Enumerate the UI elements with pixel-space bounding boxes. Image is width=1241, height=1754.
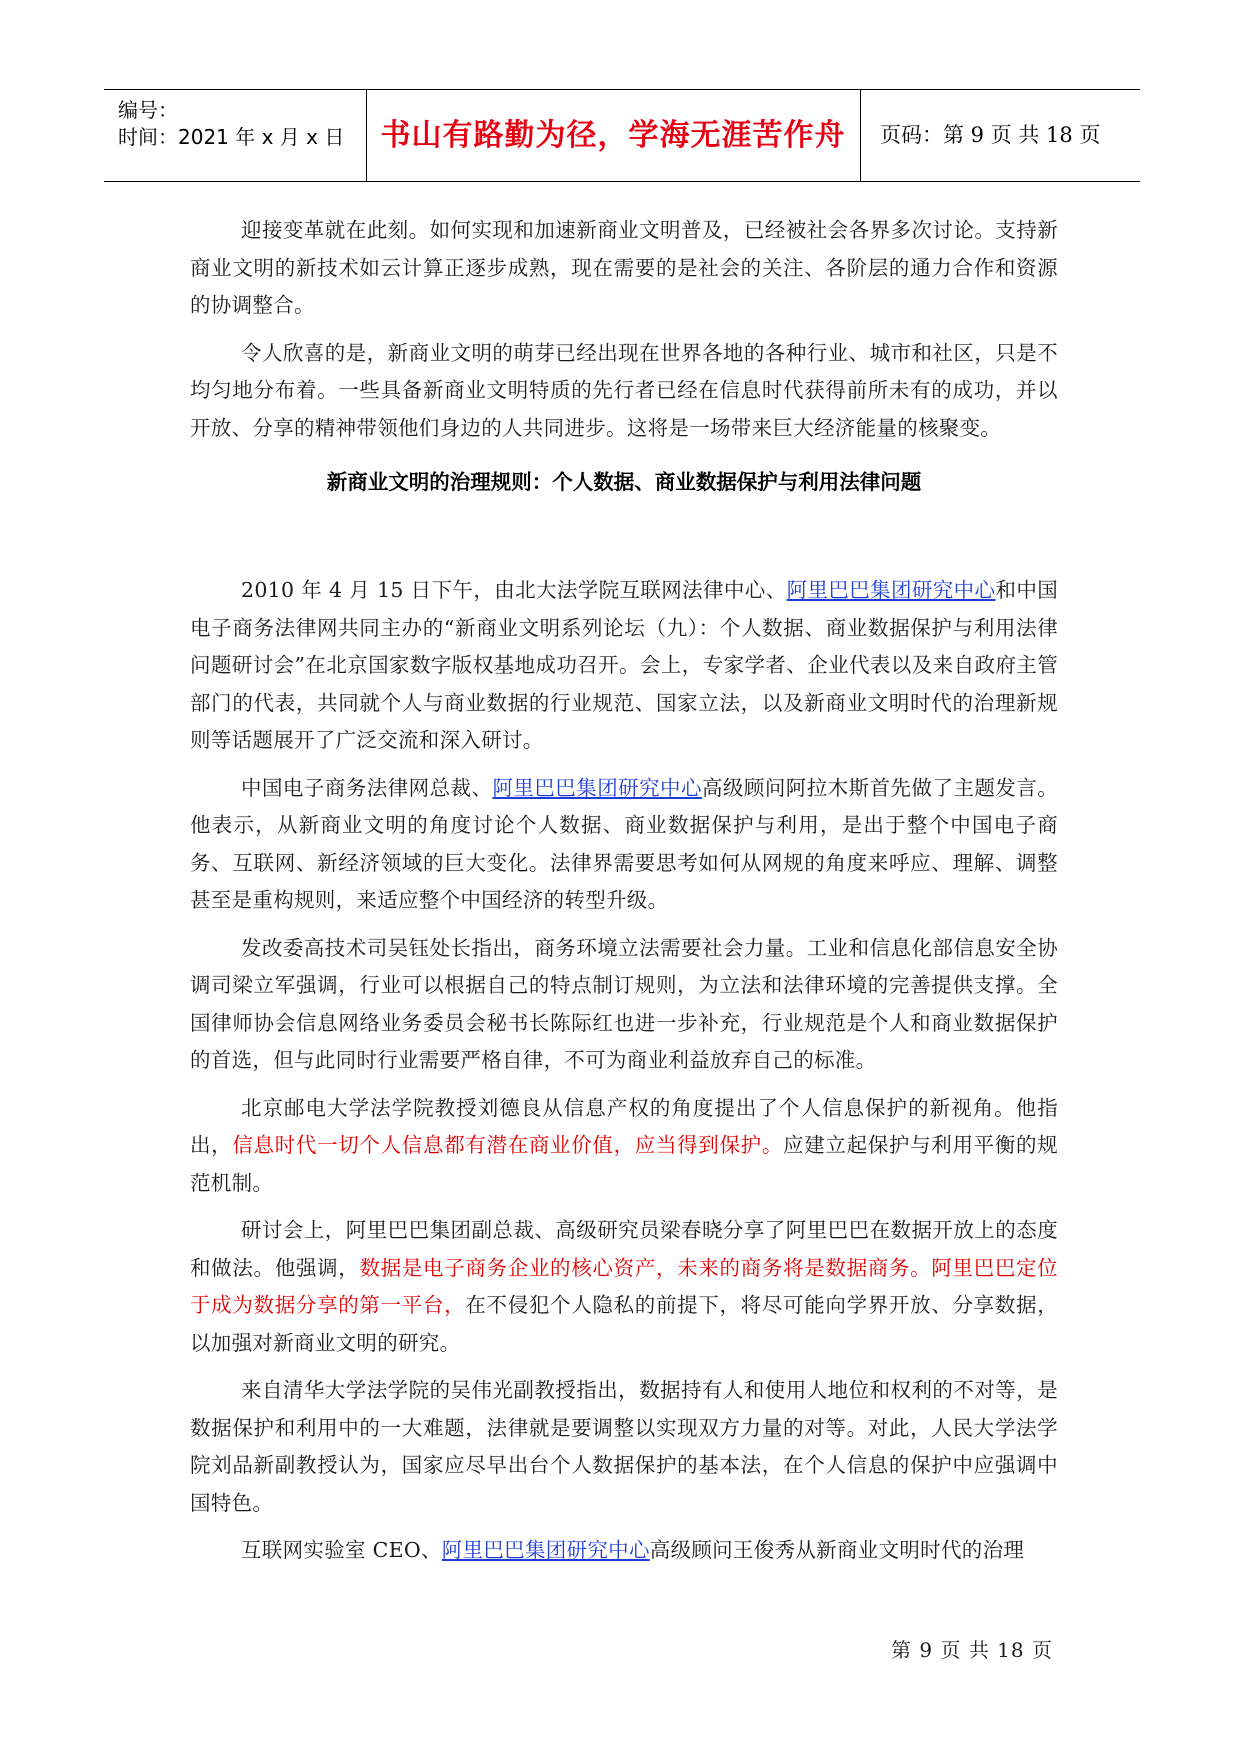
- paragraph-3: [190, 572, 1058, 760]
- paragraph-9-text-a: 互联网实验室 CEO、: [241, 1538, 442, 1562]
- paragraph-7-highlight: 数据是电子商务企业的核心资产，未来的商务将是数据商务。阿里巴巴定位于成为数据分享的第一平台，: [190, 1255, 1058, 1317]
- paragraph-6-text-b: 应建立起保护与利用平衡的规范机制。: [190, 1133, 1058, 1195]
- paragraph-7-text-b: 在不侵犯个人隐私的前提下，将尽可能向学界开放、分享数据，以加强对新商业文明的研究。: [190, 1293, 1058, 1355]
- header-divider-right: [860, 90, 861, 181]
- paragraph-9-text-b: 高级顾问王俊秀从新商业文明时代的治理: [649, 1538, 1025, 1562]
- paragraph-9: [190, 1532, 1058, 1570]
- paragraph-4: [190, 770, 1058, 920]
- paragraph-4-text-a: 中国电子商务法律网总裁、: [241, 775, 493, 800]
- paragraph-7: [190, 1212, 1058, 1362]
- paragraph-1: 迎接变革就在此刻。如何实现和加速新商业文明普及，已经被社会各界多次讨论。支持新商业文明的新技术如云计算正逐步成熟，现在需要的是社会的关注、各阶层的通力合作和资源的协调整合。: [190, 218, 1058, 317]
- paragraph-6-text-a: 北京邮电大学法学院教授刘德良从信息产权的角度提出了个人信息保护的新视角。他指出，: [190, 1095, 1058, 1157]
- paragraph-6: [190, 1090, 1058, 1203]
- alibaba-research-link[interactable]: 阿里巴巴集团研究中心: [786, 578, 996, 602]
- alibaba-research-link[interactable]: 阿里巴巴集团研究中心: [441, 1538, 650, 1562]
- page-header: [104, 89, 1140, 182]
- paragraph-6-highlight: 信息时代一切个人信息都有潜在商业价值，应当得到保护。: [232, 1133, 784, 1157]
- document-body: [190, 212, 1058, 1570]
- header-number-label: 编号：: [118, 98, 178, 122]
- paragraph-3-text-b: 和中国电子商务法律网共同主办的“新商业文明系列论坛（九）：个人数据、商业数据保护与利用法律问题研讨会”在北京国家数字版权基地成功召开。会上，专家学者、企业代表以及来自政府主管部门的代表，共同就个人与商业数据的行业规范、国家立法，以及新商业文明时代的治理新规则等话题展开了广泛交流和深入研讨。: [190, 578, 1059, 752]
- paragraph-2: 令人欣喜的是，新商业文明的萌芽已经出现在世界各地的各种行业、城市和社区，只是不均匀地分布着。一些具备新商业文明特质的先行者已经在信息时代获得前所未有的成功，并以开放、分享的精神带领他们身边的人共同进步。这将是一场带来巨大经济能量的核聚变。: [190, 340, 1058, 440]
- section-heading: 新商业文明的治理规则：个人数据、商业数据保护与利用法律问题: [326, 470, 922, 494]
- paragraph-3-text-a: 2010 年 4 月 15 日下午，由北大法学院互联网法律中心、: [241, 578, 787, 602]
- paragraph-4-text-b: 高级顾问阿拉木斯首先做了主题发言。他表示，从新商业文明的角度讨论个人数据、商业数据保护与利用，是出于整个中国电子商务、互联网、新经济领域的巨大变化。法律界需要思考如何从网规的角度来呼应、理解、调整甚至是重构规则，来适应整个中国经济的转型升级。: [190, 775, 1059, 912]
- alibaba-research-link[interactable]: 阿里巴巴集团研究中心: [492, 775, 702, 800]
- paragraph-5: 发改委高技术司吴钰处长指出，商务环境立法需要社会力量。工业和信息化部信息安全协调司梁立军强调，行业可以根据自己的特点制订规则，为立法和法律环境的完善提供支撑。全国律师协会信息网络业务委员会秘书长陈际红也进一步补充，行业规范是个人和商业数据保护的首选，但与此同时行业需要严格自律，不可为商业利益放弃自己的标准。: [190, 935, 1058, 1072]
- page-footer: 第 9 页 共 18 页: [891, 1638, 1053, 1662]
- paragraph-7-text-a: 研讨会上，阿里巴巴集团副总裁、高级研究员梁春晓分享了阿里巴巴在数据开放上的态度和做法。他强调，: [190, 1218, 1058, 1280]
- header-page-label: 页码：第 9 页 共 18 页: [880, 123, 1101, 147]
- header-time-label: 时间：2021 年 x 月 x 日: [118, 125, 345, 149]
- header-motto: 书山有路勤为径，学海无涯苦作舟: [380, 118, 846, 153]
- paragraph-8: 来自清华大学法学院的吴伟光副教授指出，数据持有人和使用人地位和权利的不对等，是数据保护和利用中的一大难题，法律就是要调整以实现双方力量的对等。对此，人民大学法学院刘品新副教授认为，国家应尽早出台个人数据保护的基本法，在个人信息的保护中应强调中国特色。: [190, 1378, 1058, 1515]
